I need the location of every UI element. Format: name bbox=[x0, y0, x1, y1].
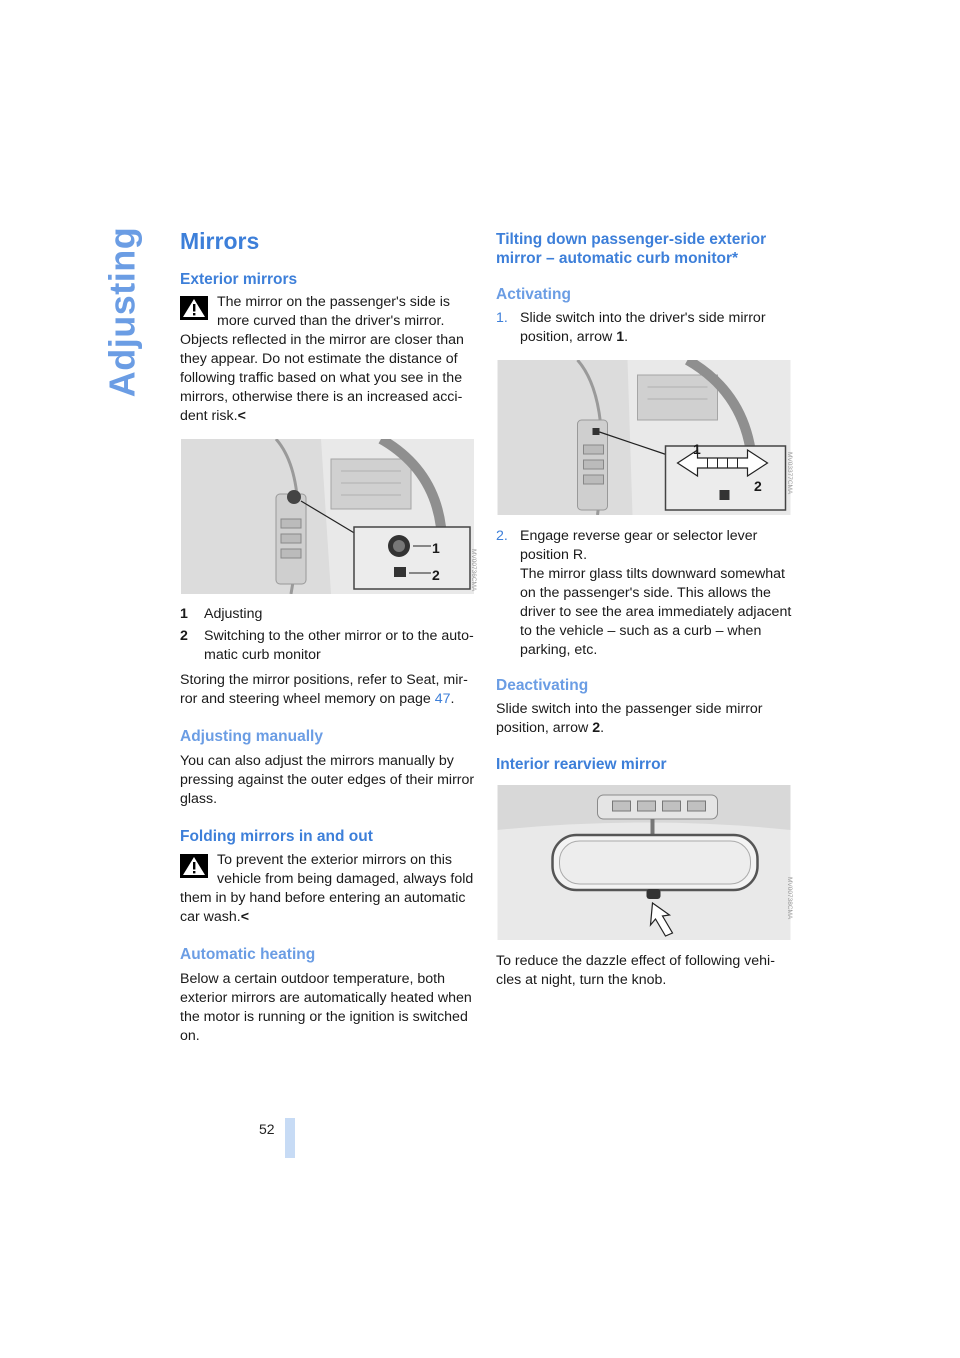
end-mark: < bbox=[237, 408, 246, 424]
page-bar bbox=[285, 1118, 295, 1158]
warning-text: them in by hand before entering an automatic car wash. bbox=[180, 890, 466, 925]
automatic-heating-text: Below a certain outdoor temperature, both exterior mirrors are automatically heated when the motor is running or the ignition is switched on. bbox=[180, 971, 472, 1044]
storing-paragraph: Storing the mirror positions, refer to Seat, mirror and steering wheel memory on page 47. bbox=[180, 672, 468, 707]
end-mark: < bbox=[240, 909, 250, 925]
tilting-heading: Tilting down passenger-side exterior mirror – automatic curb monitor* bbox=[496, 231, 767, 267]
folding-warning bbox=[180, 851, 475, 927]
warning-line: To prevent the exterior mirrors on this bbox=[217, 852, 452, 868]
callout-list bbox=[180, 605, 475, 665]
curb-monitor-figure bbox=[496, 360, 792, 516]
warning-line: more curved than the driver's mirror. bbox=[217, 313, 445, 329]
adjusting-manually-heading: Adjusting manually bbox=[180, 728, 323, 745]
callout-1: 1 bbox=[693, 441, 701, 457]
automatic-heating-heading: Automatic heating bbox=[180, 946, 316, 963]
list-item: 1 Adjusting bbox=[180, 606, 263, 622]
deactivating-text: Slide switch into the passenger side mirror position, arrow 2. bbox=[496, 701, 763, 736]
callout-2: 2 bbox=[754, 478, 762, 494]
interior-mirror-figure bbox=[496, 785, 792, 941]
interior-mirror-heading: Interior rearview mirror bbox=[496, 756, 667, 773]
callout-1: 1 bbox=[432, 540, 440, 556]
activating-heading: Activating bbox=[496, 286, 571, 303]
left-column bbox=[180, 226, 475, 1046]
warning-line: The mirror on the passenger's side is bbox=[217, 294, 450, 310]
folding-heading: Folding mirrors in and out bbox=[180, 828, 373, 845]
list-item: 2 Switching to the other mirror or to the automatic curb monitor bbox=[180, 628, 474, 663]
section-tab-label: Adjusting bbox=[101, 226, 143, 398]
callout-2: 2 bbox=[432, 567, 440, 583]
section-tab bbox=[92, 226, 152, 398]
step-1: 1. Slide switch into the driver's side mirror position, arrow 1. bbox=[496, 310, 766, 345]
mirror-switch-illustration bbox=[180, 439, 475, 594]
figure-code: MV00738CMA bbox=[786, 877, 793, 920]
warning-icon bbox=[180, 296, 208, 320]
page-link[interactable]: 47 bbox=[434, 691, 451, 707]
deactivating-heading: Deactivating bbox=[496, 677, 589, 694]
step-2: 2. Engage reverse gear or selector lever position R. The mirror glass tilts downward somewhat on the passenger's side. This allows the driver to see the area immediately adjacent to the vehicle – such as a curb – when parking, etc. bbox=[496, 528, 792, 658]
figure-code: MV03377CMA bbox=[786, 452, 793, 495]
exterior-mirrors-heading: Exterior mirrors bbox=[180, 271, 298, 288]
page-title: Mirrors bbox=[180, 228, 260, 254]
warning-text: Objects reflected in the mirror are closer than they appear. Do not estimate the distance of following traffic based on what you see in the mirrors, otherwise there is an increased accident risk. bbox=[180, 332, 464, 424]
mirror-switch-figure bbox=[180, 439, 475, 595]
interior-mirror-illustration bbox=[496, 785, 792, 940]
exterior-warning bbox=[180, 293, 475, 426]
figure-code: MV00736CMA bbox=[470, 549, 477, 592]
curb-monitor-illustration bbox=[496, 360, 792, 515]
adjusting-manually-text: You can also adjust the mirrors manually by pressing against the outer edges of their mirror glass. bbox=[180, 753, 475, 807]
page-number: 52 bbox=[259, 1121, 275, 1137]
interior-mirror-text: To reduce the dazzle effect of following vehicles at night, turn the knob. bbox=[496, 953, 775, 988]
warning-icon bbox=[180, 854, 208, 878]
right-column bbox=[496, 230, 792, 990]
warning-line: vehicle from being damaged, always fold bbox=[217, 871, 474, 887]
